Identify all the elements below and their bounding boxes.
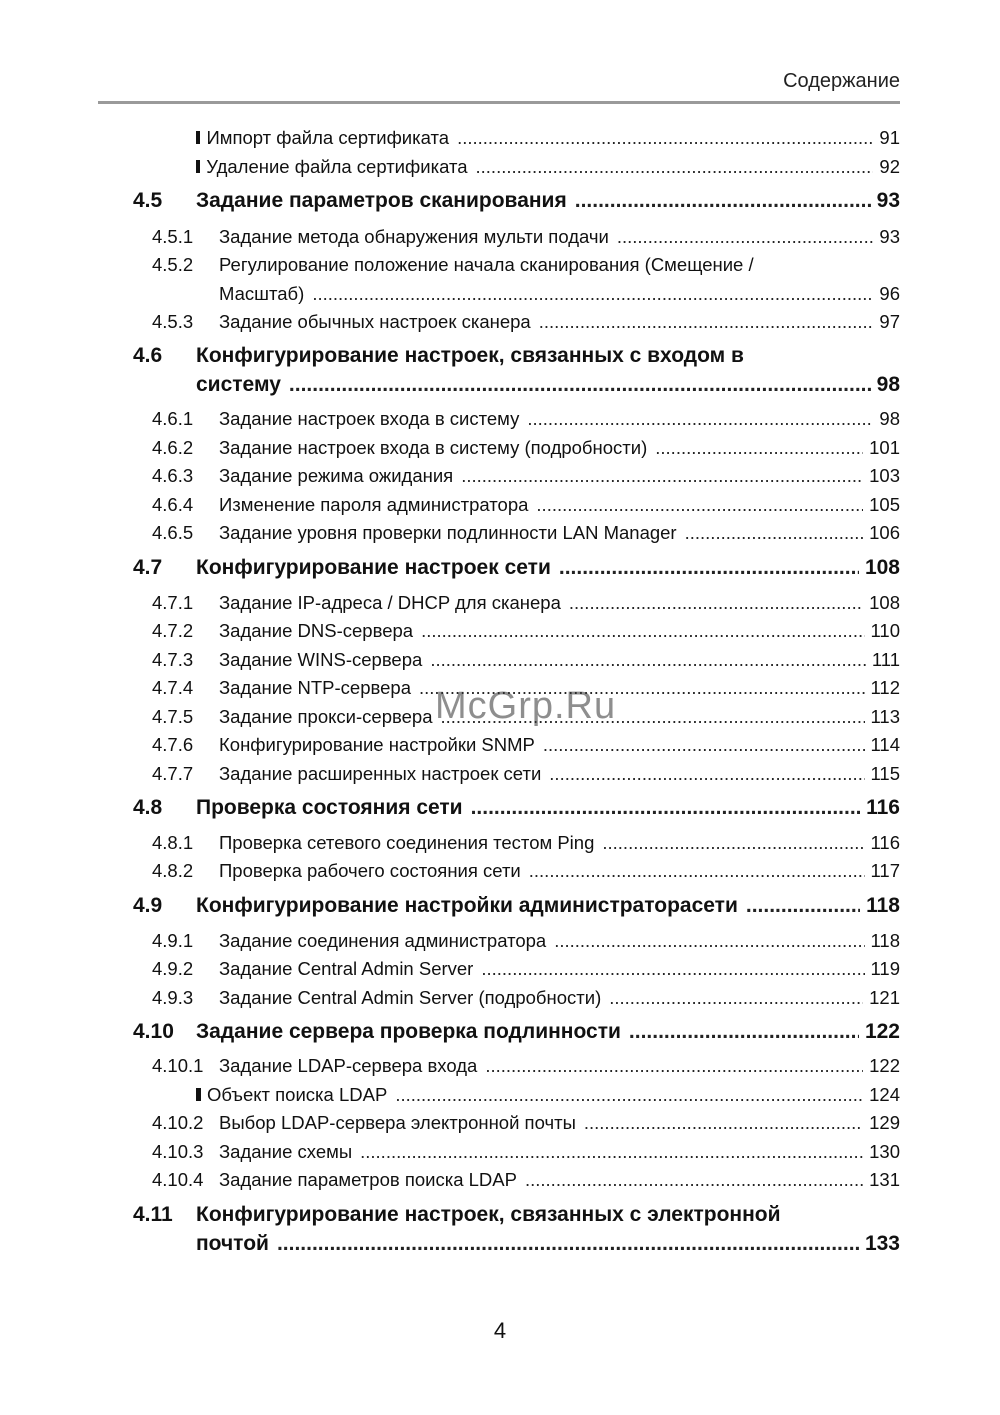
toc-section[interactable]: [133, 1020, 900, 1044]
toc-entry-title: Задание LDAP-сервера входа: [219, 1055, 478, 1076]
toc-entry[interactable]: [133, 344, 744, 368]
toc-entry-title: Задание параметров поиска LDAP: [219, 1169, 517, 1190]
toc-entry-title: Задание прокси-сервера: [219, 706, 433, 727]
toc-entry-number: 4.8.1: [152, 832, 194, 853]
toc-entry-title: Задание расширенных настроек сети: [219, 763, 542, 784]
toc-entry-title: Задание настроек входа в систему (подробности): [219, 437, 648, 458]
dot-leader: [421, 620, 864, 642]
dot-leader: [536, 494, 863, 516]
page-number: 4: [493, 1318, 507, 1343]
toc-entry-title: Изменение пароля администратора: [219, 494, 529, 515]
toc-entry[interactable]: [152, 987, 900, 1009]
dot-leader: [543, 734, 865, 756]
toc-entry-number: 4.6.4: [152, 494, 194, 515]
toc-entry-number: 4.9.2: [152, 958, 194, 979]
dot-leader: [485, 1055, 863, 1077]
toc-entry-title: Удаление файла сертификата: [206, 156, 468, 177]
toc-entry-number: 4.9.1: [152, 930, 194, 951]
toc-entry[interactable]: [152, 1112, 900, 1134]
toc-entry-number: 4.7.6: [152, 734, 194, 755]
toc-entry-page: 119: [870, 958, 900, 979]
toc-entry-number: 4.6.2: [152, 437, 194, 458]
toc-entry-title: Конфигурирование настроек, связанных с входом в: [196, 344, 744, 367]
toc-entry[interactable]: [196, 127, 900, 149]
toc-entry-page: 91: [879, 127, 900, 148]
toc-entry-page: 129: [869, 1112, 900, 1133]
toc-entry-title: Задание NTP-сервера: [219, 677, 412, 698]
toc-entry-title: Регулирование положение начала сканирования (Смещение /: [219, 254, 754, 275]
toc-entry-number: 4.6.1: [152, 408, 194, 429]
toc-section[interactable]: [133, 189, 900, 213]
toc-entry[interactable]: [152, 1141, 900, 1163]
dot-leader: [529, 860, 865, 882]
toc-entry-page: 103: [869, 465, 900, 486]
square-bullet-icon: [196, 1088, 201, 1101]
toc-entry-title: Задание обычных настроек сканера: [219, 311, 531, 332]
toc-entry-number: 4.7.2: [152, 620, 194, 641]
toc-entry-title: Задание Central Admin Server (подробности): [219, 987, 602, 1008]
toc-entry-number: 4.7: [133, 556, 163, 579]
toc-entry[interactable]: [152, 620, 900, 642]
toc-entry[interactable]: [152, 226, 900, 248]
toc-entry[interactable]: [196, 1084, 900, 1106]
toc-entry-continuation: [196, 373, 900, 397]
toc-entry-title-cont: Масштаб): [219, 283, 305, 304]
dot-leader: [569, 592, 863, 614]
toc-entry-page: 98: [879, 408, 900, 429]
dot-leader: [609, 987, 863, 1009]
toc-entry-title: Выбор LDAP-сервера электронной почты: [219, 1112, 576, 1133]
toc-entry-page: 117: [870, 860, 900, 881]
toc-entry-number: 4.7.3: [152, 649, 194, 670]
toc-entry[interactable]: [152, 437, 900, 459]
toc-entry-number: 4.6: [133, 344, 163, 367]
dot-leader: [430, 649, 866, 671]
toc-entry-title: Задание соединения администратора: [219, 930, 547, 951]
dot-leader: [360, 1141, 863, 1163]
dot-leader: [312, 283, 873, 305]
dot-leader: [457, 127, 873, 149]
toc-entry-number: 4.9: [133, 894, 163, 917]
toc-entry-title: Импорт файла сертификата: [206, 127, 450, 148]
toc-entry-title: Конфигурирование настроек, связанных с электронной: [196, 1203, 781, 1226]
toc-entry-page: 111: [871, 649, 900, 670]
toc-entry-page: 122: [864, 1020, 900, 1043]
dot-leader: [549, 763, 864, 785]
toc-entry-number: 4.7.5: [152, 706, 194, 727]
toc-entry-page: 121: [869, 987, 900, 1008]
toc-entry-title: Задание метода обнаружения мульти подачи: [219, 226, 609, 247]
dot-leader: [746, 894, 860, 918]
toc-section[interactable]: [133, 894, 900, 918]
dot-leader: [617, 226, 874, 248]
dot-leader: [395, 1084, 863, 1106]
toc-entry-title: Задание IP-адреса / DHCP для сканера: [219, 592, 561, 613]
toc-entry-title: Задание настроек входа в систему: [219, 408, 520, 429]
toc-entry-title: Задание DNS-сервера: [219, 620, 414, 641]
toc-entry-title: Задание параметров сканирования: [196, 189, 567, 212]
toc-entry-page: 114: [870, 734, 900, 755]
dot-leader: [471, 796, 861, 820]
dot-leader: [289, 373, 871, 397]
toc-entry-number: 4.6.5: [152, 522, 194, 543]
toc-entry-page: 108: [869, 592, 900, 613]
toc-entry-number: 4.10.3: [152, 1141, 204, 1162]
toc-entry[interactable]: [152, 408, 900, 430]
toc-entry[interactable]: [152, 1169, 900, 1191]
toc-entry-continuation: [219, 283, 900, 305]
dot-leader: [525, 1169, 863, 1191]
toc-entry-number: 4.7.7: [152, 763, 194, 784]
dot-leader: [527, 408, 873, 430]
toc-entry-number: 4.10.2: [152, 1112, 204, 1133]
toc-entry[interactable]: [133, 1203, 781, 1227]
toc-entry[interactable]: [152, 522, 900, 544]
toc-entry-page: 101: [869, 437, 900, 458]
toc-entry-number: 4.10: [133, 1020, 174, 1043]
toc-entry-number: 4.7.4: [152, 677, 194, 698]
toc-entry-title: Объект поиска LDAP: [207, 1084, 388, 1105]
toc-entry-number: 4.6.3: [152, 465, 194, 486]
toc-entry-page: 110: [870, 620, 900, 641]
dot-leader: [461, 465, 863, 487]
toc-entry[interactable]: [196, 156, 900, 178]
toc-entry-page: 116: [866, 796, 900, 819]
toc-entry[interactable]: [152, 254, 754, 276]
square-bullet-icon: [196, 131, 200, 144]
toc-entry-number: 4.11: [133, 1203, 173, 1226]
toc-entry-title: Проверка состояния сети: [196, 796, 463, 819]
toc-entry-page: 97: [879, 311, 900, 332]
toc-entry-page: 113: [870, 706, 900, 727]
toc-entry[interactable]: [152, 832, 900, 854]
toc-entry-page: 124: [869, 1084, 900, 1105]
toc-entry[interactable]: [152, 763, 900, 785]
toc-entry[interactable]: [152, 494, 900, 516]
dot-leader: [602, 832, 864, 854]
toc-entry-page: 118: [866, 894, 900, 917]
toc-entry-number: 4.5.1: [152, 226, 194, 247]
toc-entry-page: 108: [864, 556, 900, 579]
toc-entry[interactable]: [152, 930, 900, 952]
toc-entry-title: Задание сервера проверка подлинности: [196, 1020, 621, 1043]
toc-entry-page: 116: [870, 832, 900, 853]
toc-section[interactable]: [133, 556, 900, 580]
watermark: McGrp.Ru: [435, 685, 617, 727]
toc-entry-page: 98: [876, 373, 900, 396]
dot-leader: [559, 556, 859, 580]
toc-entry[interactable]: [152, 1055, 900, 1077]
toc-entry-page: 105: [869, 494, 900, 515]
toc-entry-page: 92: [879, 156, 900, 177]
toc-entry[interactable]: [152, 734, 900, 756]
toc-entry-title-cont: почтой: [196, 1232, 269, 1255]
toc-entry[interactable]: [152, 958, 900, 980]
running-header-title: Содержание: [783, 70, 900, 92]
toc-entry-page: 131: [869, 1169, 900, 1190]
toc-entry-title: Задание схемы: [219, 1141, 353, 1162]
toc-entry-page: 130: [869, 1141, 900, 1162]
toc-entry-title-cont: систему: [196, 373, 281, 396]
dot-leader: [629, 1020, 859, 1044]
toc-entry-number: 4.5.3: [152, 311, 194, 332]
toc-entry-title: Задание уровня проверки подлинности LAN Manager: [219, 522, 677, 543]
toc-entry-number: 4.8: [133, 796, 163, 819]
dot-leader: [539, 311, 874, 333]
toc-entry-title: Проверка рабочего состояния сети: [219, 860, 521, 881]
toc-entry-number: 4.5.2: [152, 254, 194, 275]
toc-entry-title: Конфигурирование настройки администраторасети: [196, 894, 738, 917]
square-bullet-icon: [196, 160, 200, 173]
toc-entry-title: Конфигурирование настроек сети: [196, 556, 551, 579]
dot-leader: [476, 156, 874, 178]
toc-entry-page: 133: [864, 1232, 900, 1255]
toc-entry-page: 112: [870, 677, 900, 698]
toc-entry-number: 4.10.1: [152, 1055, 204, 1076]
toc-entry-number: 4.9.3: [152, 987, 194, 1008]
toc-entry-page: 122: [869, 1055, 900, 1076]
toc-entry[interactable]: [152, 465, 900, 487]
dot-leader: [685, 522, 864, 544]
toc-entry-number: 4.5: [133, 189, 163, 212]
toc-entry[interactable]: [152, 649, 900, 671]
toc-entry-number: 4.8.2: [152, 860, 194, 881]
dot-leader: [655, 437, 863, 459]
dot-leader: [584, 1112, 863, 1134]
dot-leader: [575, 189, 871, 213]
toc-entry-title: Задание Central Admin Server: [219, 958, 474, 979]
toc-entry-page: 93: [876, 189, 900, 212]
dot-leader: [481, 958, 864, 980]
toc-entry-page: 93: [879, 226, 900, 247]
dot-leader: [554, 930, 864, 952]
toc-section[interactable]: [133, 796, 900, 820]
toc-entry-continuation: [196, 1232, 900, 1256]
toc-entry-page: 115: [870, 763, 900, 784]
toc-entry-title: Задание режима ожидания: [219, 465, 454, 486]
toc-entry-title: Конфигурирование настройки SNMP: [219, 734, 535, 755]
toc-entry[interactable]: [152, 592, 900, 614]
toc-entry-number: 4.10.4: [152, 1169, 204, 1190]
toc-entry-title: Задание WINS-сервера: [219, 649, 423, 670]
toc-entry[interactable]: [152, 311, 900, 333]
toc-entry-page: 96: [879, 283, 900, 304]
toc-entry-title: Проверка сетевого соединения тестом Ping: [219, 832, 595, 853]
dot-leader: [277, 1232, 859, 1256]
toc-entry-number: 4.7.1: [152, 592, 194, 613]
toc-entry-page: 106: [869, 522, 900, 543]
toc-entry[interactable]: [152, 860, 900, 882]
toc-entry-page: 118: [870, 930, 900, 951]
